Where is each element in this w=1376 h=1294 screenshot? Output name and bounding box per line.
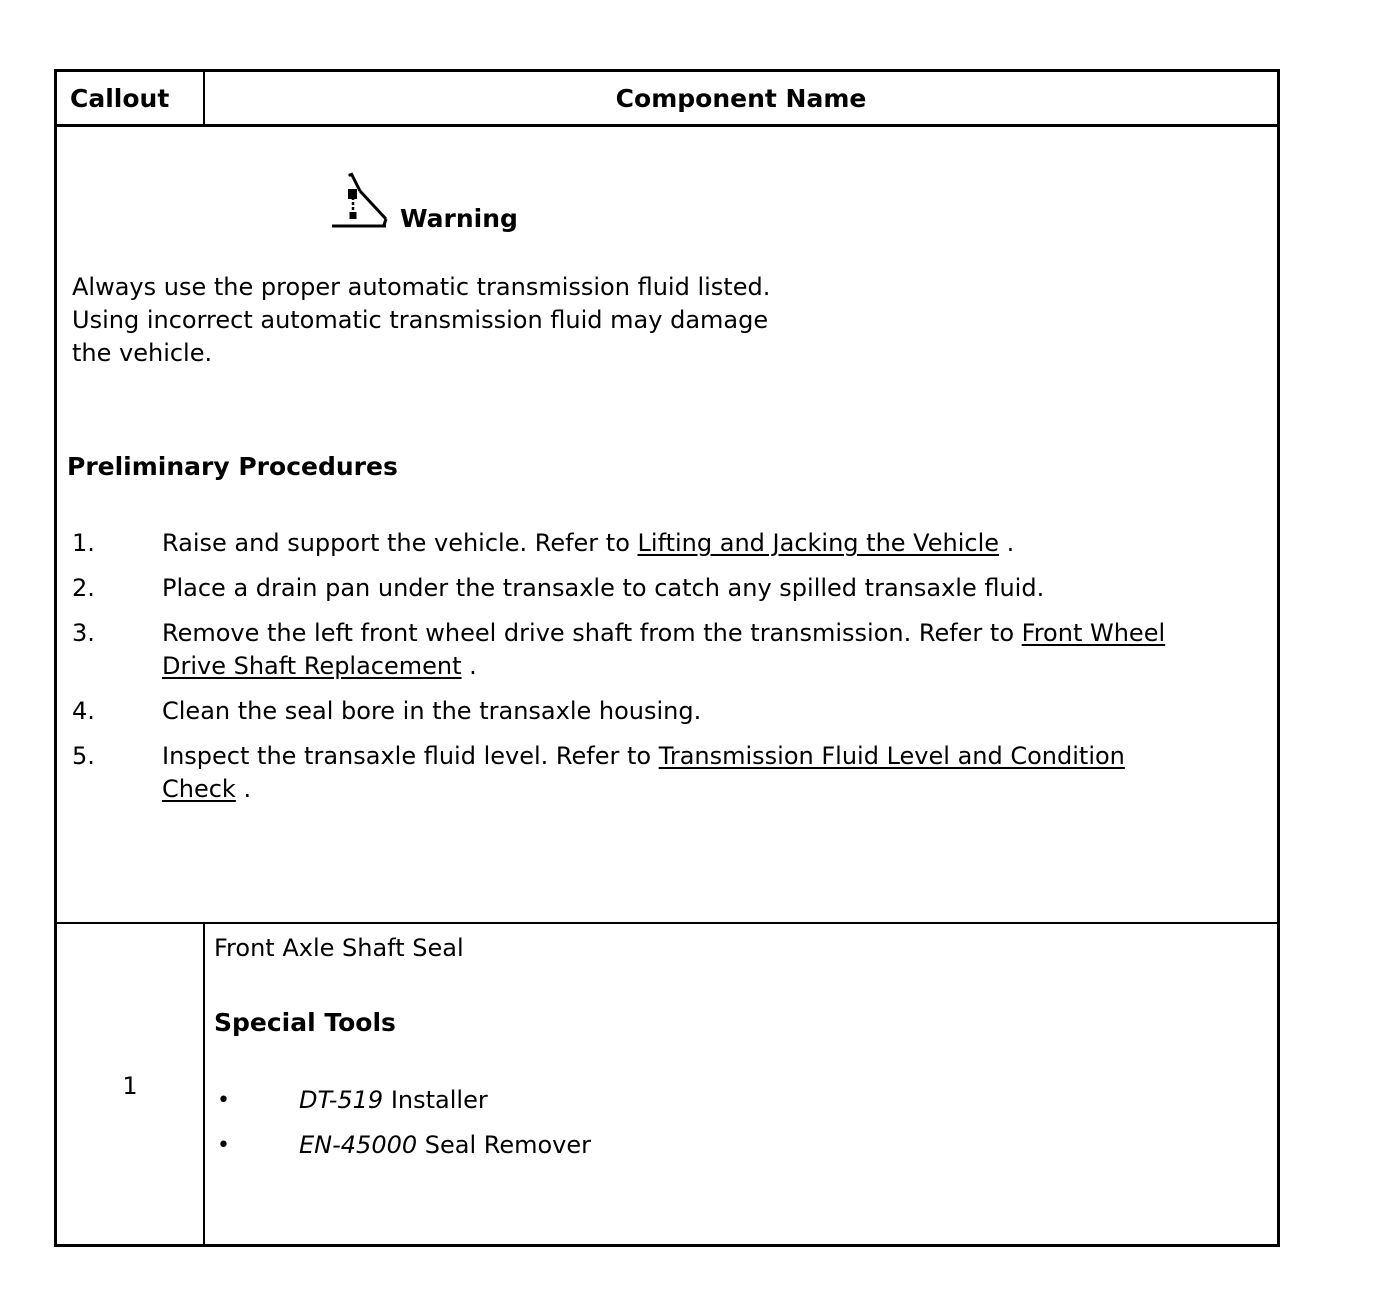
- tool-description: Installer: [383, 1086, 488, 1114]
- procedure-step: [72, 527, 1192, 560]
- procedure-step: [72, 740, 1192, 806]
- special-tools-heading: Special Tools: [214, 1008, 396, 1037]
- procedure-step: [72, 695, 1192, 728]
- step-number: 1.: [72, 529, 95, 557]
- component-name-column-header: Component Name: [615, 84, 867, 113]
- component-row: [57, 924, 1277, 1244]
- step-text-end: .: [999, 529, 1015, 557]
- procedure-step: [72, 572, 1192, 605]
- component-name: Front Axle Shaft Seal: [214, 934, 464, 962]
- preliminary-procedures-heading: Preliminary Procedures: [67, 452, 398, 481]
- step-number: 2.: [72, 574, 95, 602]
- step-number: 4.: [72, 697, 95, 725]
- step-text: Place a drain pan under the transaxle to catch any spilled transaxle fluid.: [162, 574, 1045, 602]
- procedure-step: [72, 617, 1192, 683]
- fluid-level-check-link[interactable]: Transmission Fluid Level and Condition Check: [162, 742, 1125, 803]
- preliminary-row: [57, 127, 1277, 924]
- procedure-table: [54, 69, 1280, 1247]
- table-header-row: [57, 72, 1277, 127]
- callout-cell: [57, 924, 205, 1244]
- bullet-icon: •: [217, 1133, 230, 1158]
- tool-code: DT-519: [299, 1086, 384, 1114]
- step-text: Raise and support the vehicle. Refer to: [162, 529, 638, 557]
- warning-hand-icon: [330, 167, 390, 233]
- step-number: 5.: [72, 742, 95, 770]
- bullet-icon: •: [217, 1088, 230, 1113]
- tool-code: EN-45000: [299, 1131, 418, 1159]
- tool-item: [217, 1129, 591, 1162]
- procedure-steps: [72, 527, 1192, 818]
- step-text-end: .: [461, 652, 477, 680]
- step-text: Remove the left front wheel drive shaft from the transmission. Refer to: [162, 619, 1022, 647]
- step-text: Clean the seal bore in the transaxle housing.: [162, 697, 702, 725]
- tool-description: Seal Remover: [417, 1131, 592, 1159]
- step-number: 3.: [72, 619, 95, 647]
- tool-item: [217, 1084, 591, 1117]
- callout-column-header: Callout: [57, 72, 205, 124]
- drive-shaft-replacement-link[interactable]: Front Wheel Drive Shaft Replacement: [162, 619, 1166, 680]
- step-text: Inspect the transaxle fluid level. Refer to: [162, 742, 659, 770]
- step-text-end: .: [235, 775, 252, 803]
- warning-title: Warning: [400, 204, 518, 233]
- special-tools-list: [217, 1084, 591, 1174]
- component-cell: [205, 924, 1277, 1244]
- callout-number: 1: [122, 1072, 138, 1100]
- warning-text: Always use the proper automatic transmission fluid listed. Using incorrect automatic transmission fluid may damage the vehicle.: [72, 273, 771, 367]
- lifting-jacking-link[interactable]: Lifting and Jacking the Vehicle: [637, 529, 999, 557]
